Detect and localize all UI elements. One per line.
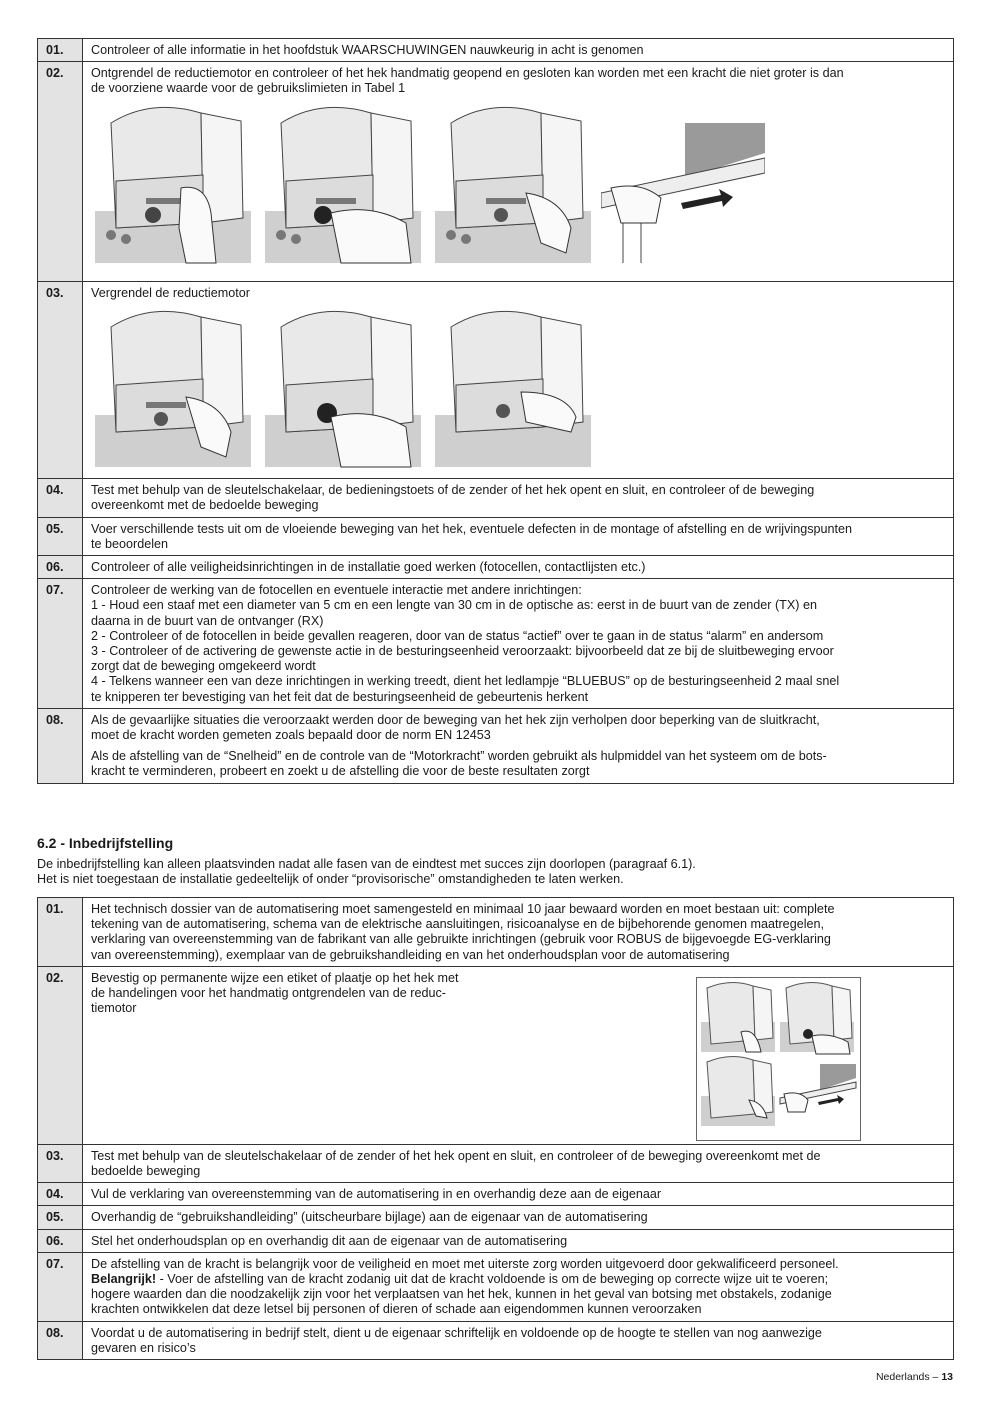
table-row: [38, 62, 954, 282]
table-row: [38, 39, 954, 62]
step-text: Test met behulp van de sleutelschakelaar, de bedieningstoets of de zender of het hek opent en sluit, en controleer of de beweging overeenkomt met de bedoelde beweging: [83, 479, 954, 517]
step-number: 01.: [38, 898, 83, 967]
step-number: 04.: [38, 1183, 83, 1206]
step-number: 03.: [38, 282, 83, 479]
page-number: 13: [941, 1371, 953, 1383]
illustration-motor-unlock-2: [261, 103, 425, 265]
step-number: 07.: [38, 579, 83, 709]
step-text: Het technisch dossier van de automatisering moet samengesteld en minimaal 10 jaar bewaard worden en moet bestaan uit: complete tekening van de automatisering, schema van de elektrische aansluitingen, risicoanalyse en de bijbehorende genomen maatregelen, verklaring van overeenstemming van de fabrikant van alle gebruikte inrichtingen (gebruik voor ROBUS de bijgevoegde EG-verklaring van overeenstemming), exemplaar van de gebruikshandleiding en van het onderhoudsplan voor de automatisering: [83, 898, 954, 967]
step-number: 02.: [38, 62, 83, 282]
table-row: [38, 1229, 954, 1252]
important-label: Belangrijk!: [91, 1272, 157, 1287]
illustration-motor-lock-2: [261, 307, 425, 469]
illustration-motor-unlock-3: [431, 103, 595, 265]
step-text: Voordat u de automatisering in bedrijf stelt, dient u de eigenaar schriftelijk en voldoende op de hoogte te stellen van nog aanwezige gevaren en risico’s: [83, 1321, 954, 1359]
table-row: [38, 556, 954, 579]
table-row: [38, 1183, 954, 1206]
step-number: 03.: [38, 1144, 83, 1182]
section-heading: 6.2 - Inbedrijfstelling: [37, 835, 174, 851]
table-row: [38, 517, 954, 555]
step-text: Vul de verklaring van overeenstemming van de automatisering in en overhandig deze aan de eigenaar: [83, 1183, 954, 1206]
step-number: 04.: [38, 479, 83, 517]
illustration-motor-unlock-1: [91, 103, 255, 265]
step-number: 07.: [38, 1252, 83, 1321]
table-row: [38, 1206, 954, 1229]
page-footer: [876, 1371, 953, 1383]
step-text: Controleer de werking van de fotocellen en eventuele interactie met andere inrichtingen: 1 - Houd een staaf met een diameter van 5 cm en een lengte van 30 cm in de optische as: eerst in de buurt van de zender (TX) en daarna in de buurt van de ontvanger (RX) 2 - Controleer of de fotocellen in beide gevallen reageren, door van de status “actief” over te gaan in de status “alarm” en andersom 3 - Controleer of de activering de gewenste actie in de besturingseenheid veroorzaakt: bijvoorbeeld dat ze bij de sluitbeweging ervoor zorgt dat de beweging omgekeerd wordt 4 - Telkens wanneer een van deze inrichtingen in werking treedt, dient het ledlampje “BLUEBUS” op de besturingseenheid 2 maal snel te knipperen ter bevestiging van het feit dat de besturingseenheid de gebeurtenis herkent: [83, 579, 954, 709]
section-intro: De inbedrijfstelling kan alleen plaatsvinden nadat alle fasen van de eindtest met succes zijn doorlopen (paragraaf 6.1). Het is niet toegestaan de installatie gedeeltelijk of onder “provisorische” omstandigheden te laten werken.: [37, 857, 696, 886]
step-number: 01.: [38, 39, 83, 62]
illustration-motor-lock-3: [431, 307, 595, 469]
step-text: Controleer of alle informatie in het hoofdstuk WAARSCHUWINGEN nauwkeurig in acht is genomen: [83, 39, 954, 62]
step-number: 08.: [38, 1321, 83, 1359]
illustration-gate-push: [601, 103, 765, 265]
table-row: [38, 282, 954, 479]
table-row: [38, 479, 954, 517]
step-text: Overhandig de “gebruikshandleiding” (uitscheurbare bijlage) aan de eigenaar van de automatisering: [83, 1206, 954, 1229]
step-text: Stel het onderhoudsplan op en overhandig dit aan de eigenaar van de automatisering: [83, 1229, 954, 1252]
table-row: [38, 898, 954, 967]
step-text: De afstelling van de kracht is belangrijk voor de veiligheid en moet met uiterste zorg worden uitgevoerd door gekwalificeerd personeel. Belangrijk! - Voer de afstelling van de kracht zodanig uit dat de kracht voldoende is om de beweging op correcte wijze uit te voeren; hogere waarden dan die noodzakelijk zijn voor het verplaatsen van het hek, kunnen in het geval van botsing met obstakels, zodanige krachten ontwikkelen dat deze letsel bij personen of dieren of schade aan eigendommen kunnen veroorzaken: [83, 1252, 954, 1321]
illustration-motor-lock-1: [91, 307, 255, 469]
step-number: 08.: [38, 708, 83, 783]
footer-language: Nederlands –: [875, 1371, 942, 1383]
step-text: Als de gevaarlijke situaties die veroorzaakt werden door de beweging van het hek zijn verholpen door beperking van de sluitkracht, moet de kracht worden gemeten zoals bepaald door de norm EN 12453 Als de afstelling van de “Snelheid” en de controle van de “Motorkracht” worden gebruikt als hulpmiddel van het systeem om de bots- kracht te verminderen, probeert en zoekt u de afstelling die voor de beste resultaten zorgt: [83, 708, 954, 783]
table-row: [38, 966, 954, 1144]
step-text: Voer verschillende tests uit om de vloeiende beweging van het hek, eventuele defecten in de montage of afstelling en de wrijvingspunten te beoordelen: [83, 517, 954, 555]
lock-illustrations: [91, 307, 947, 469]
table-row: [38, 1321, 954, 1359]
label-plate-illustration: [696, 977, 861, 1141]
step-number: 05.: [38, 1206, 83, 1229]
step-number: 06.: [38, 1229, 83, 1252]
table-row: [38, 708, 954, 783]
table-row: [38, 1144, 954, 1182]
table-row: [38, 1252, 954, 1321]
checklist-table-commissioning: [37, 897, 954, 1360]
step-text: Ontgrendel de reductiemotor en controleer of het hek handmatig geopend en gesloten kan worden met een kracht die niet groter is dan de voorziene waarde voor de gebruikslimieten in Tabel 1: [83, 62, 954, 282]
step-number: 02.: [38, 966, 83, 1144]
step-number: 06.: [38, 556, 83, 579]
step-number: 05.: [38, 517, 83, 555]
step-text: Test met behulp van de sleutelschakelaar of de zender of het hek opent en sluit, en controleer of de beweging overeenkomt met de bedoelde beweging: [83, 1144, 954, 1182]
unlock-illustrations: [91, 103, 947, 265]
checklist-table-testing: [37, 38, 954, 784]
table-row: [38, 579, 954, 709]
step-text: Vergrendel de reductiemotor: [83, 282, 954, 479]
step-text: Bevestig op permanente wijze een etiket of plaatje op het hek met de handelingen voor het handmatig ontgrendelen van de reduc- tiemotor: [83, 966, 954, 1144]
step-text: Controleer of alle veiligheidsinrichtingen in de installatie goed werken (fotocellen, contactlijsten etc.): [83, 556, 954, 579]
